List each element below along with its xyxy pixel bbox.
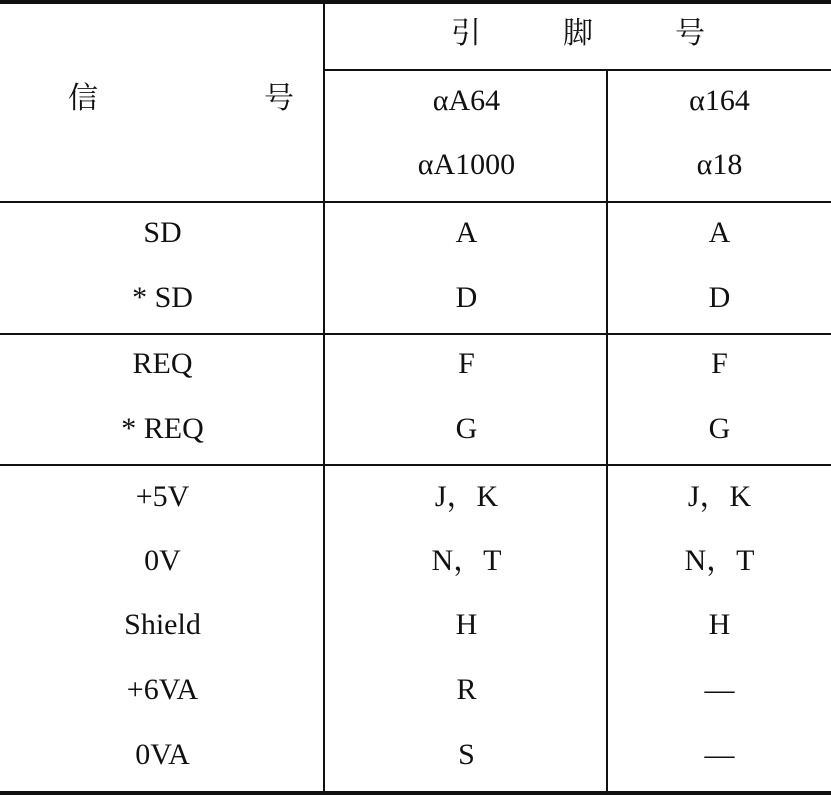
- table-row-pin-b: G: [708, 412, 731, 445]
- top-rule: [0, 0, 831, 4]
- header-col2-line2: α18: [696, 148, 743, 181]
- table-row-signal: 0VA: [135, 738, 190, 771]
- table-row-pin-b: J，K: [687, 480, 752, 513]
- table-row-signal: * REQ: [121, 412, 204, 445]
- table-row-pin-a: F: [458, 347, 475, 380]
- table-row-pin-a: S: [458, 738, 475, 771]
- table-row-pin-a: R: [456, 673, 477, 706]
- table-row-signal: * SD: [132, 281, 193, 314]
- table-row-pin-a: H: [455, 608, 478, 641]
- table-row-pin-a: D: [455, 281, 478, 314]
- header-col1-line1: αA64: [432, 84, 501, 117]
- table-row-pin-b: F: [711, 347, 728, 380]
- group-divider-1: [0, 333, 831, 335]
- table-row-signal: REQ: [132, 347, 193, 380]
- table-row-pin-a: N，T: [431, 544, 502, 577]
- table-row-pin-b: N，T: [684, 544, 755, 577]
- table-row-signal: 0V: [144, 544, 181, 577]
- table-row-signal: +5V: [135, 480, 190, 513]
- table-row-pin-b: D: [708, 281, 731, 314]
- header-col2-line1: α164: [689, 84, 750, 117]
- table-row-signal: SD: [143, 216, 182, 249]
- header-signal: 信 号: [68, 82, 362, 115]
- bottom-rule: [0, 791, 831, 795]
- table-row-pin-b: H: [708, 608, 731, 641]
- header-sub-rule: [325, 69, 831, 71]
- table-row-pin-a: G: [455, 412, 478, 445]
- table-row-signal: Shield: [124, 608, 201, 641]
- header-pin-number: 引 脚 号: [451, 17, 731, 50]
- table-row-signal: +6VA: [126, 673, 199, 706]
- table-row-pin-a: A: [455, 216, 478, 249]
- table-row-pin-b: —: [704, 673, 735, 706]
- table-row-pin-a: J，K: [434, 480, 499, 513]
- table-row-pin-b: A: [708, 216, 731, 249]
- header-bottom-rule: [0, 201, 831, 203]
- table-row-pin-b: —: [704, 738, 735, 771]
- header-col1-line2: αA1000: [417, 148, 516, 181]
- group-divider-2: [0, 464, 831, 466]
